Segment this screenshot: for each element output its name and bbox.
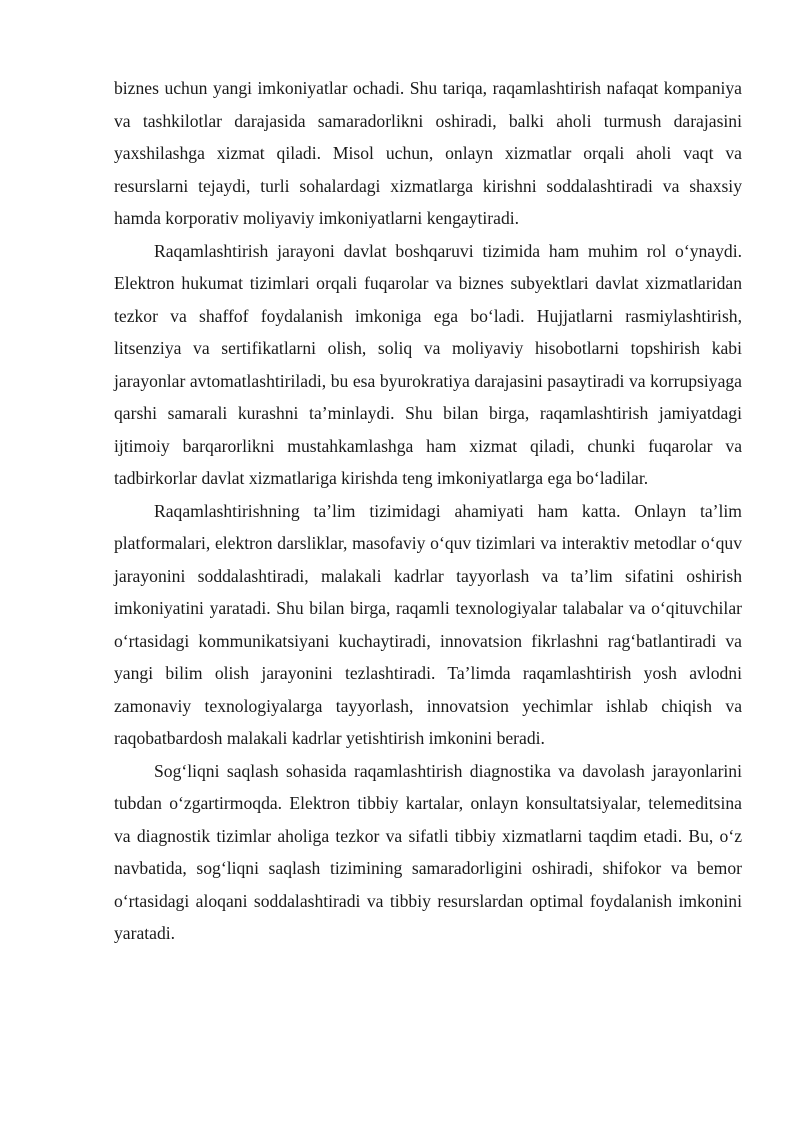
paragraph-continuation: biznes uchun yangi imkoniyatlar ochadi. Shu tariqa, raqamlashtirish nafaqat kompaniya va tashkilotlar darajasida samaradorlikni oshiradi, balki aholi turmush darajasini yaxshilashga xizmat qiladi. Misol uchun, onlayn xizmatlar orqali aholi vaqt va resurslarni tejaydi, turli sohalardagi xizmatlarga kirishni soddalashtiradi va shaxsiy hamda korporativ moliyaviy imkoniyatlarni kengaytiradi. [114, 78, 742, 228]
paragraph-government-digitalization: Raqamlashtirish jarayoni davlat boshqaruvi tizimida ham muhim rol o‘ynaydi. Elektron hukumat tizimlari orqali fuqarolar va biznes subyektlari davlat xizmatlaridan tezkor va shaffof foydalanish imkoniga ega bo‘ladi. Hujjatlarni rasmiylashtirish, litsenziya va sertifikatlarni olish, soliq va moliyaviy hisobotlarni topshirish kabi jarayonlar avtomatlashtiriladi, bu esa byurokratiya darajasini pasaytiradi va korrupsiyaga qarshi samarali kurashni ta’minlaydi. Shu bilan birga, raqamlashtirish jamiyatdagi ijtimoiy barqarorlikni mustahkamlashga ham xizmat qiladi, chunki fuqarolar va tadbirkorlar davlat xizmatlariga kirishda teng imkoniyatlarga ega bo‘ladilar. [114, 240, 742, 488]
paragraph-healthcare-digitalization: Sog‘liqni saqlash sohasida raqamlashtirish diagnostika va davolash jarayonlarini tubdan o‘zgartirmoqda. Elektron tibbiy kartalar, onlayn konsultatsiyalar, telemeditsina va diagnostik tizimlar aholiga tezkor va sifatli tibbiy xizmatlarni taqdim etadi. Bu, o‘z navbatida, sog‘liqni saqlash tizimining samaradorligini oshiradi, shifokor va bemor o‘rtasidagi aloqani soddalashtiradi va tibbiy resurslardan optimal foydalanish imkonini yaratadi. [114, 760, 742, 943]
document-page [114, 72, 742, 950]
paragraph-education-digitalization: Raqamlashtirishning ta’lim tizimidagi ahamiyati ham katta. Onlayn ta’lim platformalari, elektron darsliklar, masofaviy o‘quv tizimlari va interaktiv metodlar o‘quv jarayonini soddalashtiradi, malakali kadrlar tayyorlash va ta’lim sifatini oshirish imkoniyatini yaratadi. Shu bilan birga, raqamli texnologiyalar talabalar va o‘qituvchilar o‘rtasidagi kommunikatsiyani kuchaytiradi, innovatsion fikrlashni rag‘batlantiradi va yangi bilim olish jarayonini tezlashtiradi. Ta’limda raqamlashtirish yosh avlodni zamonaviy texnologiyalarga tayyorlash, innovatsion yechimlar ishlab chiqish va raqobatbardosh malakali kadrlar yetishtirish imkonini beradi. [114, 500, 742, 748]
